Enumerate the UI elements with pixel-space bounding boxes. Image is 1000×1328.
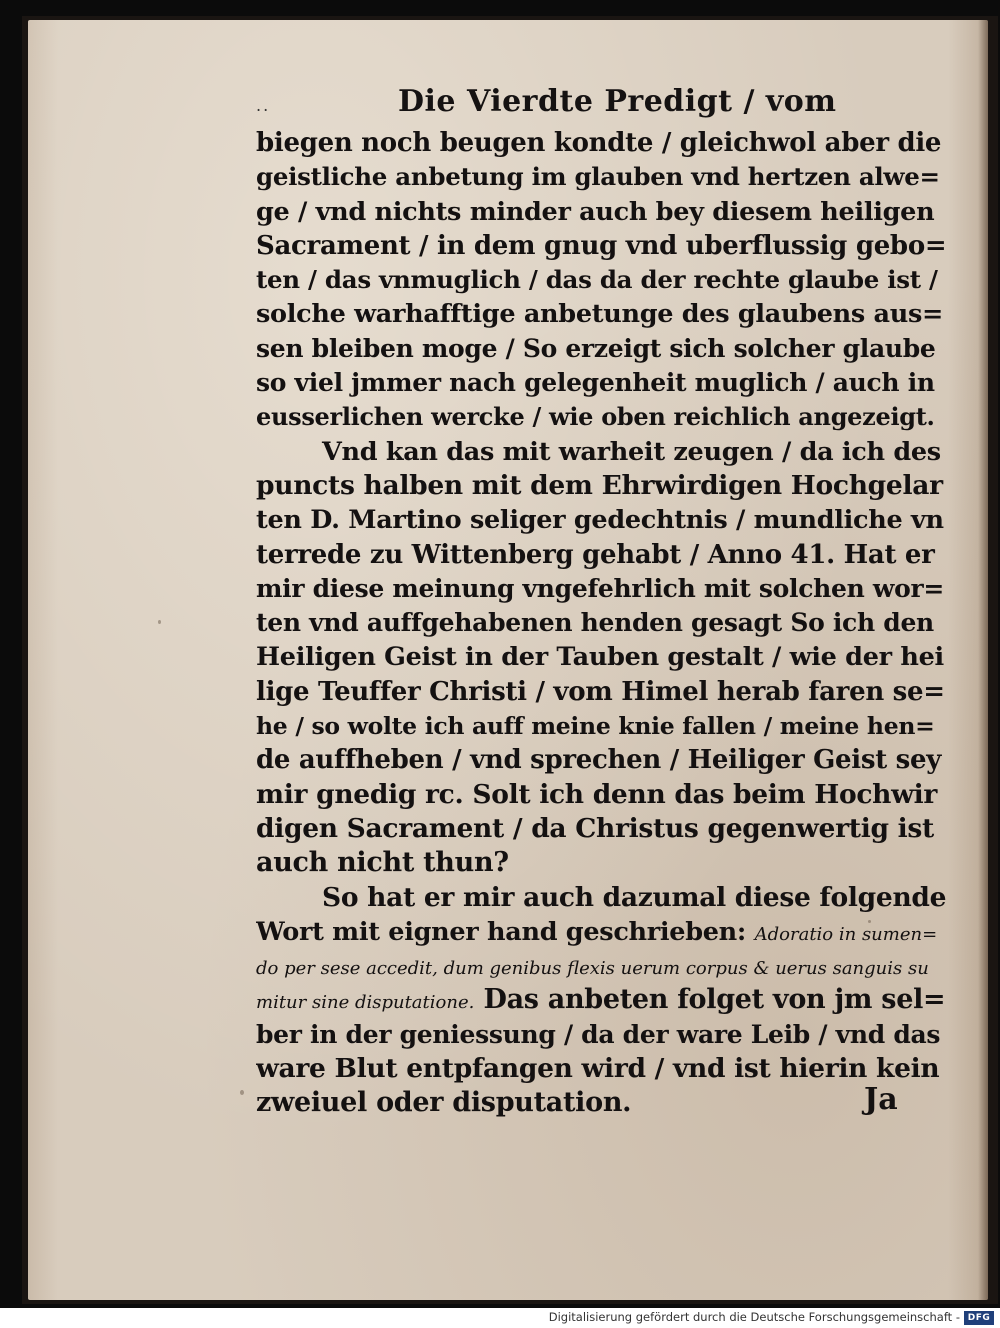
line-text: Sacrament / in dem gnug vnd uberflussig gebo= bbox=[256, 230, 946, 261]
text-line bbox=[256, 983, 946, 1017]
line-text: ge / vnd nichts minder auch bey diesem heiligen bbox=[256, 196, 935, 227]
text-line bbox=[256, 1018, 946, 1052]
text-line bbox=[256, 435, 946, 469]
line-text: ware Blut entpfangen wird / vnd ist hierin kein bbox=[256, 1053, 940, 1085]
line-text: solche warhafftige anbetunge des glaubens aus= bbox=[256, 299, 944, 330]
text-line bbox=[256, 400, 946, 434]
line-text: sen bleiben moge / So erzeigt sich solcher glaube bbox=[256, 333, 936, 363]
line-text: digen Sacrament / da Christus gegenwertig ist bbox=[256, 812, 934, 844]
running-title: Die Vierdte Predigt / vom bbox=[398, 84, 837, 119]
latin-quote: Adoratio in sumen= bbox=[754, 923, 938, 945]
page-edge-shadow bbox=[978, 20, 988, 1300]
book-page bbox=[28, 20, 988, 1300]
text-line bbox=[256, 195, 946, 229]
line-text: Das anbeten folget von jm sel= bbox=[483, 984, 946, 1016]
paper-speck bbox=[158, 620, 161, 624]
text-line bbox=[256, 538, 946, 572]
line-text: terrede zu Wittenberg gehabt / Anno 41. Hat er bbox=[256, 539, 935, 570]
header-mark: .. bbox=[256, 96, 271, 115]
line-text: mir gnedig rc. Solt ich denn das beim Hochwir bbox=[256, 778, 938, 810]
line-text: ber in der geniessung / da der ware Leib / vnd das bbox=[256, 1019, 941, 1049]
text-line bbox=[256, 126, 946, 160]
latin-quote: do per sese accedit, dum genibus flexis uerum corpus & uerus sanguis su bbox=[256, 958, 929, 980]
footer-bar bbox=[0, 1308, 1000, 1328]
text-line bbox=[256, 1052, 946, 1086]
line-text: de auffheben / vnd sprechen / Heiliger Geist sey bbox=[256, 745, 942, 776]
line-text: ten / das vnmuglich / das da der rechte glaube ist / bbox=[256, 265, 938, 295]
text-line bbox=[256, 949, 946, 983]
page-header bbox=[28, 82, 988, 130]
text-line bbox=[256, 743, 946, 777]
line-text: Wort mit eigner hand geschrieben: bbox=[256, 916, 747, 947]
text-line bbox=[256, 229, 946, 263]
funding-credit: Digitalisierung gefördert durch die Deutsche Forschungsgemeinschaft - bbox=[548, 1310, 960, 1324]
line-text: geistliche anbetung im glauben vnd hertzen alwe= bbox=[256, 162, 940, 192]
line-text: mir diese meinung vngefehrlich mit solchen wor= bbox=[256, 573, 945, 603]
line-text: auch nicht thun? bbox=[256, 847, 509, 879]
text-line bbox=[256, 503, 946, 537]
dfg-logo: DFG bbox=[964, 1311, 994, 1325]
text-line bbox=[256, 812, 946, 846]
line-text: Heiligen Geist in der Tauben gestalt / wie der hei bbox=[256, 642, 944, 673]
text-line bbox=[256, 1086, 946, 1120]
line-text: he / so wolte ich auff meine knie fallen / meine hen= bbox=[256, 712, 935, 741]
line-text: lige Teuffer Christi / vom Himel herab faren se= bbox=[256, 676, 945, 707]
text-line bbox=[256, 778, 946, 812]
line-text: ten vnd auffgehabenen henden gesagt So ich den bbox=[256, 608, 934, 638]
text-line bbox=[256, 572, 946, 606]
text-line bbox=[256, 469, 946, 503]
line-text: zweiuel oder disputation. bbox=[256, 1087, 632, 1119]
body-text bbox=[256, 126, 946, 1121]
latin-quote: mitur sine disputatione. bbox=[256, 992, 475, 1014]
line-text: so viel jmmer nach gelegenheit muglich / auch in bbox=[256, 368, 935, 398]
text-line bbox=[256, 675, 946, 709]
line-text: eusserlichen wercke / wie oben reichlich angezeigt. bbox=[256, 402, 935, 432]
text-line bbox=[256, 915, 946, 949]
paper-speck bbox=[868, 920, 871, 923]
text-line bbox=[256, 366, 946, 400]
text-line bbox=[256, 332, 946, 366]
text-line bbox=[256, 160, 946, 194]
line-text: Vnd kan das mit warheit zeugen / da ich des bbox=[322, 436, 941, 467]
text-line bbox=[256, 640, 946, 674]
text-line bbox=[256, 846, 946, 880]
line-text: ten D. Martino seliger gedechtnis / mundliche vn bbox=[256, 505, 944, 536]
line-text: puncts halben mit dem Ehrwirdigen Hochgelar bbox=[256, 469, 943, 501]
text-line bbox=[256, 881, 946, 915]
text-line bbox=[256, 263, 946, 297]
text-line bbox=[256, 709, 946, 743]
catchword: Ja bbox=[864, 1082, 898, 1117]
line-text: biegen noch beugen kondte / gleichwol aber die bbox=[256, 128, 942, 158]
text-line bbox=[256, 297, 946, 331]
paper-speck bbox=[240, 1090, 244, 1095]
text-line bbox=[256, 606, 946, 640]
line-text: So hat er mir auch dazumal diese folgende bbox=[322, 881, 946, 913]
